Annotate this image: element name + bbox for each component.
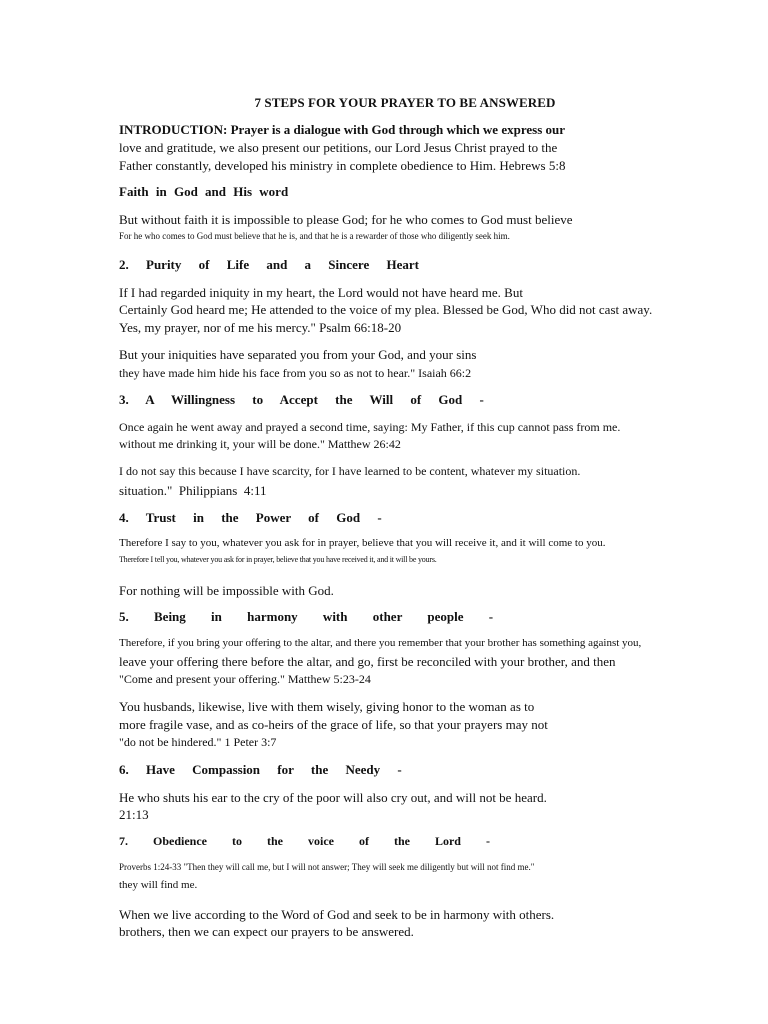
- step4-heading: 4. Trust in the Power of God -: [119, 510, 382, 525]
- step2-p1-line-2: Certainly God heard me; He attended to the voice of my plea. Blessed be God, Who did not cast away.: [119, 302, 653, 317]
- step5-p2-line-2: more fragile vase, and as co-heirs of the grace of life, so that your prayers may not: [119, 717, 548, 732]
- step7-line-1: Proverbs 1:24-33 "Then they will call me, but I will not answer; They will seek me diligently but will not find me.": [119, 862, 535, 872]
- step1-heading: Faith in God and His word: [119, 184, 289, 199]
- intro-label: INTRODUCTION:: [119, 122, 228, 137]
- step5-p1-line-3: "Come and present your offering." Matthew 5:23-24: [119, 672, 371, 686]
- step1-line-1: But without faith it is impossible to please God; for he who comes to God must believe: [119, 212, 573, 227]
- conclusion-line-2: brothers, then we can expect our prayers to be answered.: [119, 924, 414, 939]
- step7-heading: 7. Obedience to the voice of the Lord -: [119, 834, 490, 848]
- step5-p2-line-3: "do not be hindered." 1 Peter 3:7: [119, 735, 277, 749]
- step2-heading: 2. Purity of Life and a Sincere Heart: [119, 257, 419, 272]
- step4-line-3: For nothing will be impossible with God.: [119, 583, 334, 598]
- step3-p2-line-1: I do not say this because I have scarcity, for I have learned to be content, whatever my situation.: [119, 464, 581, 478]
- step4-line-2: Therefore I tell you, whatever you ask for in prayer, believe that you have received it, and it will be yours.: [119, 555, 437, 564]
- intro-line-1: [119, 122, 565, 138]
- step6-line-1: He who shuts his ear to the cry of the poor will also cry out, and will not be heard.: [119, 790, 547, 805]
- step3-heading: 3. A Willingness to Accept the Will of God -: [119, 392, 484, 407]
- step5-heading: 5. Being in harmony with other people -: [119, 609, 494, 624]
- step3-p1-line-1: Once again he went away and prayed a second time, saying: My Father, if this cup cannot pass from me.: [119, 420, 621, 434]
- step2-p1-line-1: If I had regarded iniquity in my heart, the Lord would not have heard me. But: [119, 285, 523, 300]
- step2-p2-line-2: they have made him hide his face from you so as not to hear." Isaiah 66:2: [119, 366, 472, 380]
- intro-line-2: love and gratitude, we also present our petitions, our Lord Jesus Christ prayed to the: [119, 140, 558, 155]
- conclusion-line-1: When we live according to the Word of God and seek to be in harmony with others.: [119, 907, 555, 922]
- step6-heading: 6. Have Compassion for the Needy -: [119, 762, 402, 777]
- step6-line-2: 21:13: [119, 807, 149, 822]
- intro-text-1: Prayer is a dialogue with God through which we express our: [230, 122, 566, 137]
- document-title: 7 STEPS FOR YOUR PRAYER TO BE ANSWERED: [254, 95, 556, 110]
- step4-line-1: Therefore I say to you, whatever you ask for in prayer, believe that you will receive it, and it will come to you.: [119, 537, 606, 549]
- step5-p1-line-2: leave your offering there before the altar, and go, first be reconciled with your brother, and then: [119, 654, 616, 669]
- step3-p1-line-2: without me drinking it, your will be done." Matthew 26:42: [119, 437, 401, 451]
- step5-p1-line-1: Therefore, if you bring your offering to the altar, and there you remember that your brother has something against you,: [119, 637, 642, 649]
- step5-p2-line-1: You husbands, likewise, live with them wisely, giving honor to the woman as to: [119, 699, 535, 714]
- step2-p2-line-1: But your iniquities have separated you from your God, and your sins: [119, 347, 477, 362]
- intro-line-3: Father constantly, developed his ministry in complete obedience to Him. Hebrews 5:8: [119, 158, 566, 173]
- step7-line-2: they will find me.: [119, 879, 198, 891]
- step1-line-2: For he who comes to God must believe that he is, and that he is a rewarder of those who diligently seek him.: [119, 231, 510, 241]
- step2-p1-line-3: Yes, my prayer, nor of me his mercy." Psalm 66:18-20: [119, 320, 402, 335]
- step3-p2-line-2: situation." Philippians 4:11: [119, 483, 267, 498]
